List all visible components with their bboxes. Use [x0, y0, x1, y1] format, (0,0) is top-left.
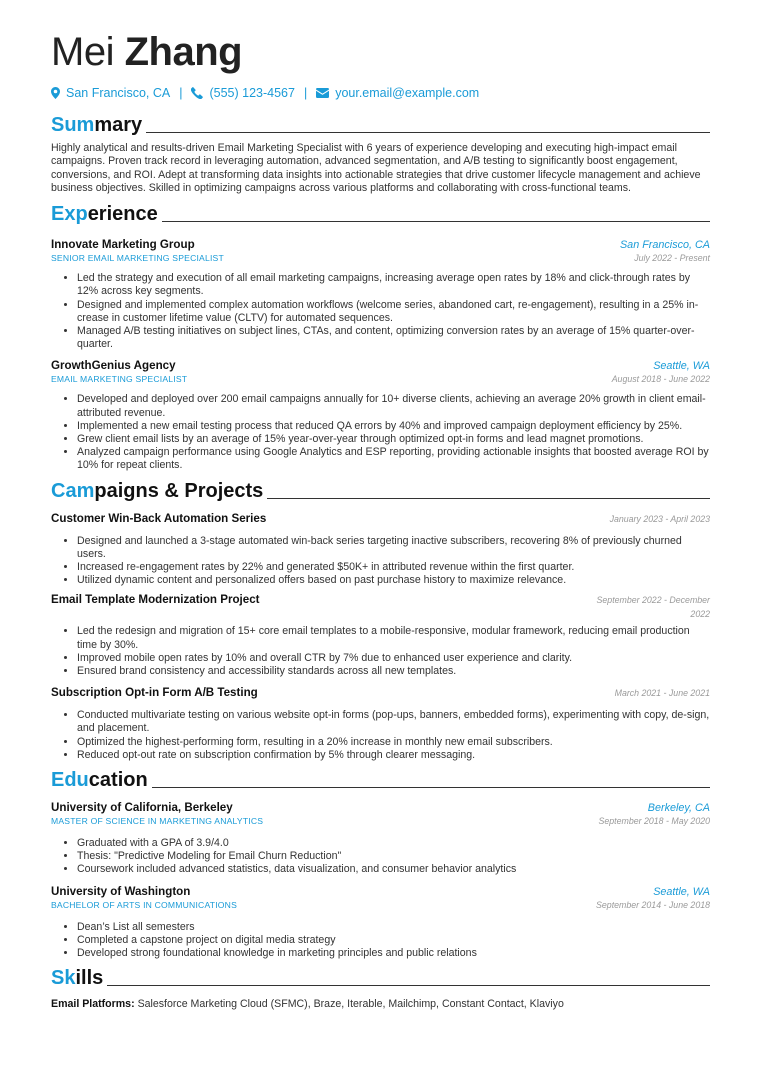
school-location: Berkeley, CA — [647, 802, 710, 815]
section-rule — [162, 221, 710, 222]
map-marker-icon — [51, 87, 60, 99]
job-bullets — [51, 393, 710, 472]
list-item: • Improved mobile open rates by 10% and overall CTR by 7% due to enhanced user experience and clarity. — [77, 652, 710, 665]
project-entry — [51, 593, 710, 678]
skills-heading — [51, 966, 710, 990]
school-name: University of Washington — [51, 884, 191, 898]
job-dates: July 2022 - Present — [634, 253, 710, 264]
job-dates: August 2018 - June 2022 — [611, 374, 710, 385]
section-title: Experience — [51, 203, 158, 226]
list-item: • Developed and deployed over 200 email campaigns annually for 10+ diverse clients, achieving an average 20% growth in client email-attributed revenue. — [77, 393, 710, 419]
envelope-icon — [316, 88, 329, 98]
projects-heading — [51, 479, 710, 503]
section-title: Education — [51, 769, 148, 792]
list-item: • Designed and implemented complex automation workflows (welcome series, abandoned cart, re-engagement), resulting in a 25% in-crease in customer lifetime value (CLTV) for automated sequences. — [77, 299, 710, 325]
list-item: • Managed A/B testing initiatives on subject lines, CTAs, and content, optimizing conversion rates by an average of 15% quarter-over-quarter. — [77, 325, 710, 351]
section-rule — [152, 787, 710, 788]
job-role: SENIOR EMAIL MARKETING SPECIALIST — [51, 253, 224, 264]
contact-separator: | — [303, 86, 308, 100]
list-item: • Led the redesign and migration of 15+ core email templates to a mobile-responsive, modular framework, reducing email production time by 30%. — [77, 625, 710, 651]
project-dates: September 2022 - December 2022 — [596, 595, 710, 620]
list-item: • Developed strong foundational knowledge in marketing principles and public relations — [77, 947, 710, 960]
job-bullets — [51, 272, 710, 351]
job-entry — [51, 359, 710, 472]
contact-separator: | — [179, 86, 183, 100]
list-item: • Optimized the highest-performing form, resulting in a 20% increase in monthly new email subscribers. — [77, 736, 710, 749]
candidate-name — [51, 26, 710, 78]
list-item: • Ensured brand consistency and accessibility standards across all new templates. — [77, 665, 710, 678]
project-dates: January 2023 - April 2023 — [609, 513, 710, 524]
project-name: Customer Win-Back Automation Series — [51, 511, 267, 525]
location-text: San Francisco, CA — [66, 86, 171, 100]
list-item: • Dean’s List all semesters — [77, 921, 710, 934]
list-item: • Conducted multivariate testing on various website opt-in forms (pop-ups, banners, embedded forms), experimenting with copy, de-sign, and placement. — [77, 709, 710, 735]
project-bullets — [51, 709, 710, 762]
list-item: • Increased re-engagement rates by 22% and generated $50K+ in attributed revenue within the first quarter. — [77, 561, 710, 574]
education-heading — [51, 768, 710, 792]
school-name: University of California, Berkeley — [51, 801, 233, 815]
contact-email[interactable] — [316, 86, 479, 100]
contact-location — [51, 86, 170, 100]
school-dates: September 2018 - May 2020 — [598, 816, 710, 827]
last-name: Zhang — [124, 30, 243, 74]
first-name: Mei — [51, 30, 114, 74]
section-rule — [146, 132, 710, 133]
list-item: • Reduced opt-out rate on subscription confirmation by 5% through clearer messaging. — [77, 749, 710, 762]
skills-line — [51, 998, 710, 1010]
school-dates: September 2014 - June 2018 — [596, 899, 710, 910]
list-item: • Led the strategy and execution of all email marketing campaigns, increasing average open rates by 18% and click-through rates by 12% across key segments. — [77, 272, 710, 298]
summary-heading — [51, 113, 710, 137]
school-bullets — [51, 921, 710, 961]
phone-icon — [191, 87, 203, 99]
list-item: • Utilized dynamic content and personalized offers based on past purchase history to maximize relevance. — [77, 574, 710, 587]
list-item: • Designed and launched a 3-stage automated win-back series targeting inactive subscribers, recovering 8% of previously churned users. — [77, 535, 710, 561]
section-rule — [267, 498, 710, 499]
skills-value: Salesforce Marketing Cloud (SFMC), Braze, Iterable, Mailchimp, Constant Contact, Klaviyo — [137, 998, 564, 1011]
project-bullets — [51, 535, 710, 588]
project-name: Email Template Modernization Project — [51, 593, 260, 607]
list-item: • Completed a capstone project on digital media strategy — [77, 934, 710, 947]
summary-text: Highly analytical and results-driven Email Marketing Specialist with 6 years of experience developing and executing high-impact email campaigns. Proven track record in leveraging automation, advanced segmentation, and A/B testing to significantly boost engagement, conversions, and ROI. Adept at transforming data insights into actionable strategies that drive customer lifecycle management and achieve business objectives. Skilled in optimizing campaigns across various platforms and collaborating with cross-functional teams. — [51, 142, 701, 194]
job-role: EMAIL MARKETING SPECIALIST — [51, 374, 188, 385]
project-dates: March 2021 - June 2021 — [614, 688, 710, 699]
section-title: Campaigns & Projects — [51, 479, 264, 502]
job-location: San Francisco, CA — [619, 239, 710, 252]
job-entry — [51, 238, 710, 351]
experience-heading — [51, 202, 710, 226]
school-location: Seattle, WA — [653, 885, 710, 898]
list-item: • Graduated with a GPA of 3.9/4.0 — [77, 837, 710, 850]
resume-page — [51, 26, 710, 1010]
list-item: • Grew client email lists by an average of 15% year-over-year through optimized opt-in forms and lead magnet promotions. — [77, 433, 710, 446]
contact-phone[interactable] — [191, 86, 294, 100]
list-item: • Analyzed campaign performance using Google Analytics and ESP reporting, providing actionable insights that boosted average ROI by 10% for repeat clients. — [77, 446, 710, 472]
list-item: • Implemented a new email testing process that reduced QA errors by 40% and improved campaign deployment efficiency by 25%. — [77, 420, 710, 433]
project-entry — [51, 512, 710, 588]
contact-line — [51, 83, 710, 103]
company-name: Innovate Marketing Group — [51, 238, 195, 252]
education-entry — [51, 801, 710, 877]
company-name: GrowthGenius Agency — [51, 359, 176, 373]
project-entry — [51, 686, 710, 762]
list-item: • Coursework included advanced statistics, data visualization, and consumer behavior analytics — [77, 863, 710, 876]
phone-text: (555) 123-4567 — [209, 86, 295, 100]
list-item: • Thesis: "Predictive Modeling for Email Churn Reduction" — [77, 850, 710, 863]
skills-label: Email Platforms: — [51, 998, 135, 1011]
section-rule — [107, 985, 710, 986]
education-entry — [51, 885, 710, 961]
project-bullets — [51, 625, 710, 678]
section-title: Summary — [51, 114, 143, 136]
email-link: your.email@example.com — [335, 86, 480, 100]
section-title: Skills — [51, 967, 104, 990]
degree: BACHELOR OF ARTS IN COMMUNICATIONS — [51, 899, 238, 910]
job-location: Seattle, WA — [653, 360, 710, 373]
degree: MASTER OF SCIENCE IN MARKETING ANALYTICS — [51, 816, 264, 827]
school-bullets — [51, 837, 710, 877]
project-name: Subscription Opt-in Form A/B Testing — [51, 686, 258, 700]
